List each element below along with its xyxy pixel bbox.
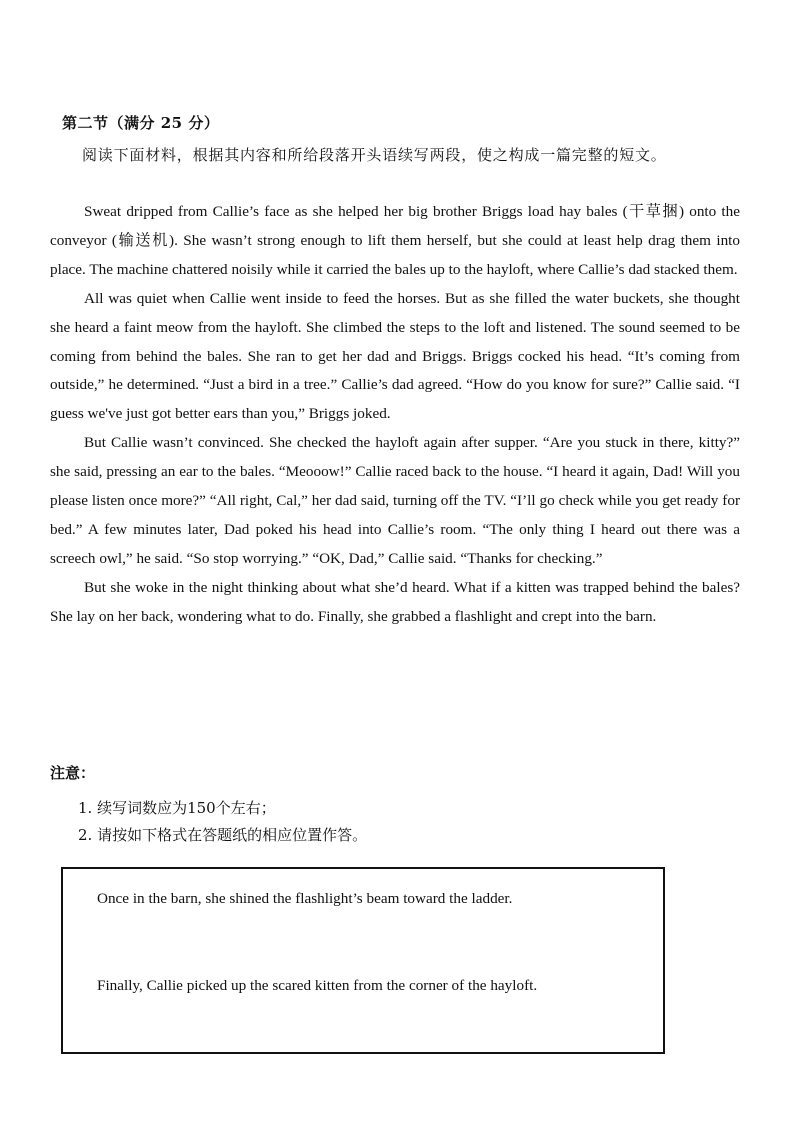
passage-paragraph-2: All was quiet when Callie went inside to feed the horses. But as she filled the water buckets, she thought she heard a faint meow from the hayloft. She climbed the steps to the loft and listened. The sound seemed to be coming from behind the bales. She ran to get her dad and Briggs. Briggs cocked his head. “It’s coming from outside,” he determined. “Just a bird in a tree.” Callie’s dad agreed. “How do you know for sure?” Callie said. “I guess we've just got better ears than you,” Briggs joked. <box>50 289 740 423</box>
passage-paragraph-1: Sweat dripped from Callie’s face as she helped her big brother Briggs load hay bales (干草捆) onto the conveyor (输送机). She wasn’t strong enough to lift them herself, but she could at least help drag them into place. The machine chattered noisily while it carried the bales up to the hayloft, where Callie’s dad stacked them. <box>50 203 740 278</box>
notes-title: 注意： <box>50 764 96 782</box>
answer-opening-2: Finally, Callie picked up the scared kitten from the corner of the hayloft. <box>97 977 538 994</box>
answer-box <box>61 867 665 1054</box>
reading-passage <box>50 198 740 632</box>
note-item-format: 2. 请按如下格式在答题纸的相应位置作答。 <box>78 826 368 844</box>
answer-opening-1: Once in the barn, she shined the flashlight’s beam toward the ladder. <box>97 890 513 907</box>
note-item-word-count: 1. 续写词数应为150个左右； <box>78 799 276 817</box>
section-title: 第二节（满分 25 分） <box>62 114 220 132</box>
section-instruction: 阅读下面材料，根据其内容和所给段落开头语续写两段，使之构成一篇完整的短文。 <box>82 146 667 164</box>
notes-list <box>78 798 367 852</box>
passage-paragraph-4: But she woke in the night thinking about what she’d heard. What if a kitten was trapped behind the bales? She lay on her back, wondering what to do. Finally, she grabbed a flashlight and crept into the barn. <box>50 578 740 625</box>
passage-paragraph-3: But Callie wasn’t convinced. She checked the hayloft again after supper. “Are you stuck in there, kitty?” she said, pressing an ear to the bales. “Meooow!” Callie raced back to the house. “I heard it again, Dad! Will you please listen once more?” “All right, Cal,” her dad said, turning off the TV. “I’ll go check while you get ready for bed.” A few minutes later, Dad poked his head into Callie’s room. “The only thing I heard out there was a screech owl,” he said. “So stop worrying.” “OK, Dad,” Callie said. “Thanks for checking.” <box>50 434 740 567</box>
